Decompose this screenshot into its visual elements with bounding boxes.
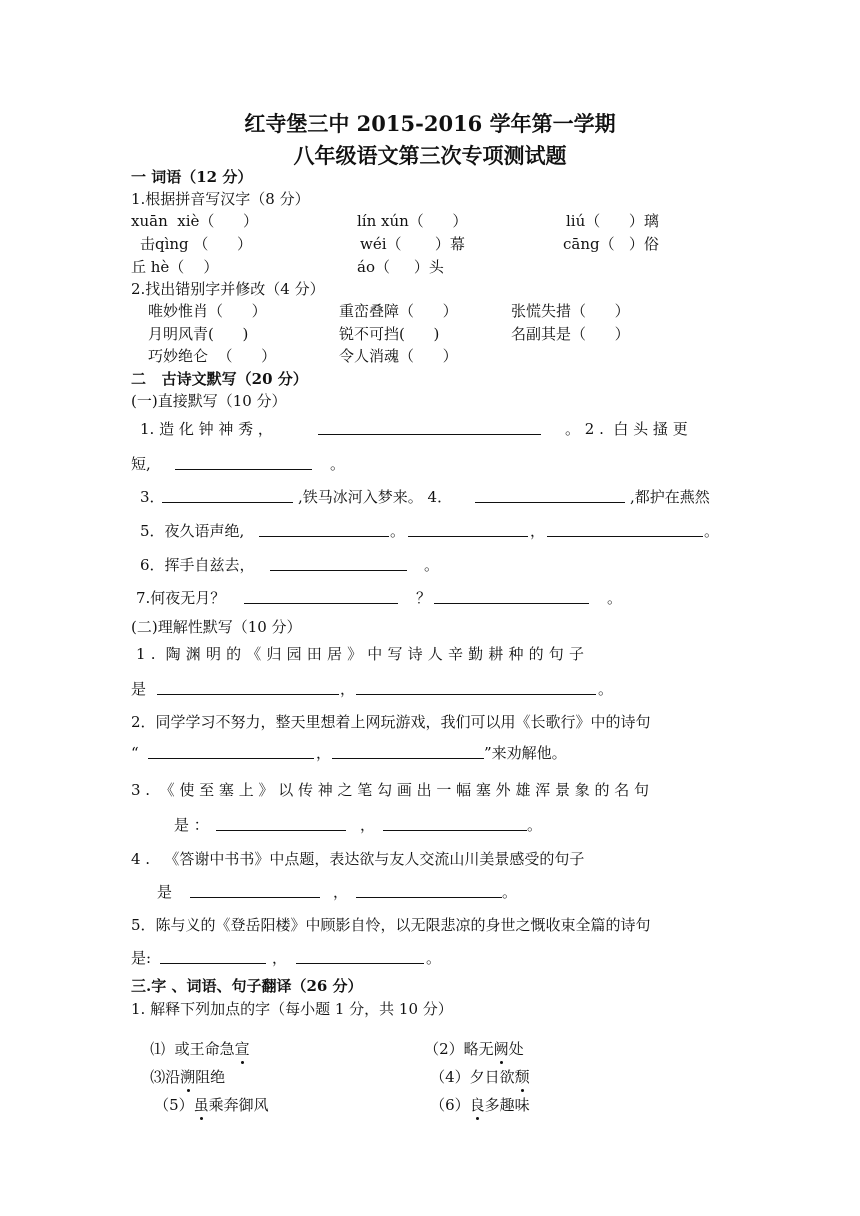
explain-item: ⑶沿溯 阻绝 [131,1050,225,1104]
recitation-text: 短, [131,455,151,473]
dotted-char: 虽 [194,1096,209,1114]
answer-blank [475,488,625,503]
answer-blank [259,522,389,537]
exam-title-line2: 八年级语文第三次专项测试题 [293,143,567,168]
answer-blank [547,522,703,537]
recitation-text: 5．夜久语声绝, [140,522,245,540]
recitation-text: 。 [607,589,623,607]
answer-blank [190,883,320,898]
comprehension-question: 。 [527,816,543,834]
pinyin-item: xuān xiè（ ） [131,212,259,230]
pinyin-item: liú（ ）璃 [566,212,659,230]
pinyin-item: áo（ ）头 [357,258,444,276]
answer-blank [162,488,293,503]
comprehension-question: 3 . 《 使 至 塞 上 》 以 传 神 之 笔 勾 画 出 一 幅 塞 外 雄 浑 景 象 的 名 句 [131,781,650,799]
recitation-text: 1. 造 化 钟 神 秀 ， [140,420,273,438]
emphasis-dot [476,1117,479,1120]
answer-blank [244,589,398,604]
comprehension-question: ， [333,883,349,901]
answer-blank [356,883,502,898]
recitation-text: 。 [390,522,406,540]
dotted-char: 良 [470,1096,485,1114]
dotted-char: 阙 [494,1040,509,1058]
answer-blank [332,744,484,759]
typo-item: 名副其是（ ） [511,325,630,343]
comprehension-question: 4 . 《答谢中书书》中点题，表达欲与友人交流山川美景感受的句子 [131,850,585,868]
typo-item: 令人消魂（ ） [339,347,458,365]
recitation-text: ,铁马冰河入梦来。 4． [298,488,453,506]
emphasis-dot [200,1117,203,1120]
explain-item: （4）夕日欲颓 [411,1050,530,1104]
explain-item: ⑴ 或王命急宣 [131,1022,250,1076]
section1-heading: 一 词语（12 分） [131,168,253,186]
typo-item: 重峦叠障（ ） [339,302,458,320]
comprehension-question: 2．同学学习不努力，整天里想着上网玩游戏，我们可以用《长歌行》中的诗句 [131,713,651,731]
recitation-text: 。 2 . 白 头 搔 更 [565,420,688,438]
comprehension-question: ， [340,680,356,698]
recitation-text: ， [530,522,546,540]
direct-recitation-heading: (一)直接默写（10 分） [131,392,287,410]
pinyin-item: lín xún（ ） [357,212,468,230]
recitation-text: ,都护在燕然 [630,488,710,506]
comprehension-question: “ [131,744,139,762]
comprehension-question: 是: [131,949,152,967]
answer-blank [157,680,339,695]
recitation-text: 6．挥手自兹去， [140,556,255,574]
exam-title-line1: 红寺堡三中 2015-2016 学年第一学期 [244,111,616,136]
comprehension-question: 是 [157,883,173,901]
dotted-char: 颓 [515,1068,530,1086]
comprehension-question: 1 . 陶 渊 明 的 《 归 园 田 居 》 中 写 诗 人 辛 勤 耕 种 的 句 子 [136,645,585,663]
typo-question-heading: 2.找出错别字并修改（4 分） [131,280,325,298]
section3-heading: 三.字 、词语、句子翻译（26 分） [131,977,363,995]
comprehension-question: ， [360,816,376,834]
recitation-text: 。 [330,455,346,473]
emphasis-dot [241,1061,244,1064]
typo-item: 月明风青( ) [148,325,249,343]
typo-item: 巧妙绝仑 （ ） [148,347,277,365]
answer-blank [383,816,527,831]
recitation-text: ？ [416,589,432,607]
recitation-text: 7.何夜无月？ [136,589,226,607]
pinyin-question-heading: 1.根据拼音写汉字（8 分） [131,190,310,208]
comprehension-question: 是 ： [174,816,209,834]
comprehension-question: 是 [131,680,147,698]
pinyin-item: wéi（ ）幕 [360,235,465,253]
explain-item: （6）良 多趣味 [411,1078,530,1132]
pinyin-item: cāng（ ）俗 [563,235,659,253]
explain-item: （5）虽 乘奔御风 [135,1078,269,1132]
explain-item: （2）略无阙 处 [405,1022,524,1076]
answer-blank [356,680,596,695]
answer-blank [175,455,312,470]
section2-heading: 二 古诗文默写（20 分） [131,370,308,388]
comprehension-question: 5．陈与义的《登岳阳楼》中顾影自怜，以无限悲凉的身世之慨收束全篇的诗句 [131,916,651,934]
pinyin-item: 击qìng （ ） [140,235,253,253]
recitation-text: 。 [424,556,440,574]
comprehension-recitation-heading: (二)理解性默写（10 分） [131,618,302,636]
typo-item: 唯妙惟肖（ ） [148,302,267,320]
answer-blank [434,589,589,604]
answer-blank [216,816,346,831]
typo-item: 张慌失措（ ） [511,302,630,320]
comprehension-question: ”来劝解他。 [484,744,567,762]
recitation-text: 。 [704,522,720,540]
typo-item: 锐不可挡( ) [339,325,440,343]
answer-blank [148,744,314,759]
comprehension-question: ， [316,744,332,762]
comprehension-question: 。 [598,680,614,698]
recitation-text: 3． [140,488,165,506]
explain-question-heading: 1. 解释下列加点的字（每小题 1 分，共 10 分） [131,1000,453,1018]
comprehension-question: ， [272,949,288,967]
answer-blank [296,949,424,964]
comprehension-question: 。 [502,883,518,901]
pinyin-item: 丘 hè（ ） [131,258,219,276]
answer-blank [408,522,528,537]
answer-blank [270,556,407,571]
answer-blank [318,420,541,435]
comprehension-question: 。 [426,949,442,967]
answer-blank [160,949,266,964]
dotted-char: 宣 [235,1040,250,1058]
dotted-char: 溯 [180,1068,195,1086]
